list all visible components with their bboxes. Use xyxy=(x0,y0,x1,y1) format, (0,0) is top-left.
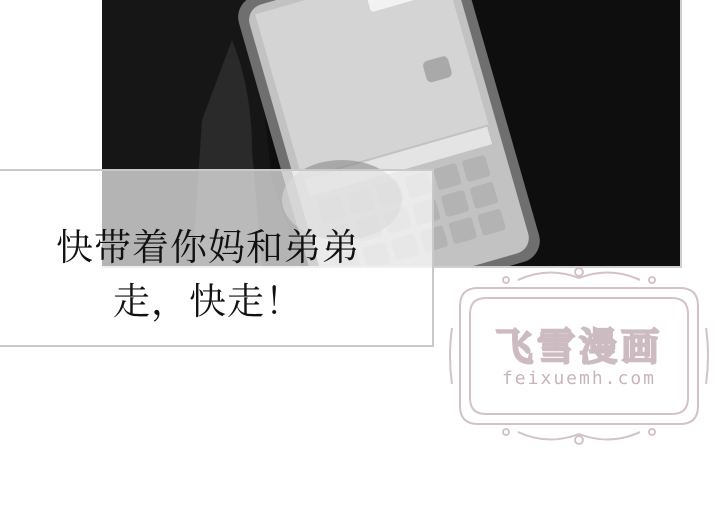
watermark xyxy=(448,258,710,454)
speech-text xyxy=(0,221,418,329)
speech-line-1: 快带着你妈和弟弟 xyxy=(56,226,360,269)
watermark-title: 飞雪漫画 xyxy=(494,325,663,369)
watermark-url: feixuemh.com xyxy=(501,368,657,389)
speech-box xyxy=(0,169,434,347)
speech-line-2: 走，快走！ xyxy=(113,280,303,323)
